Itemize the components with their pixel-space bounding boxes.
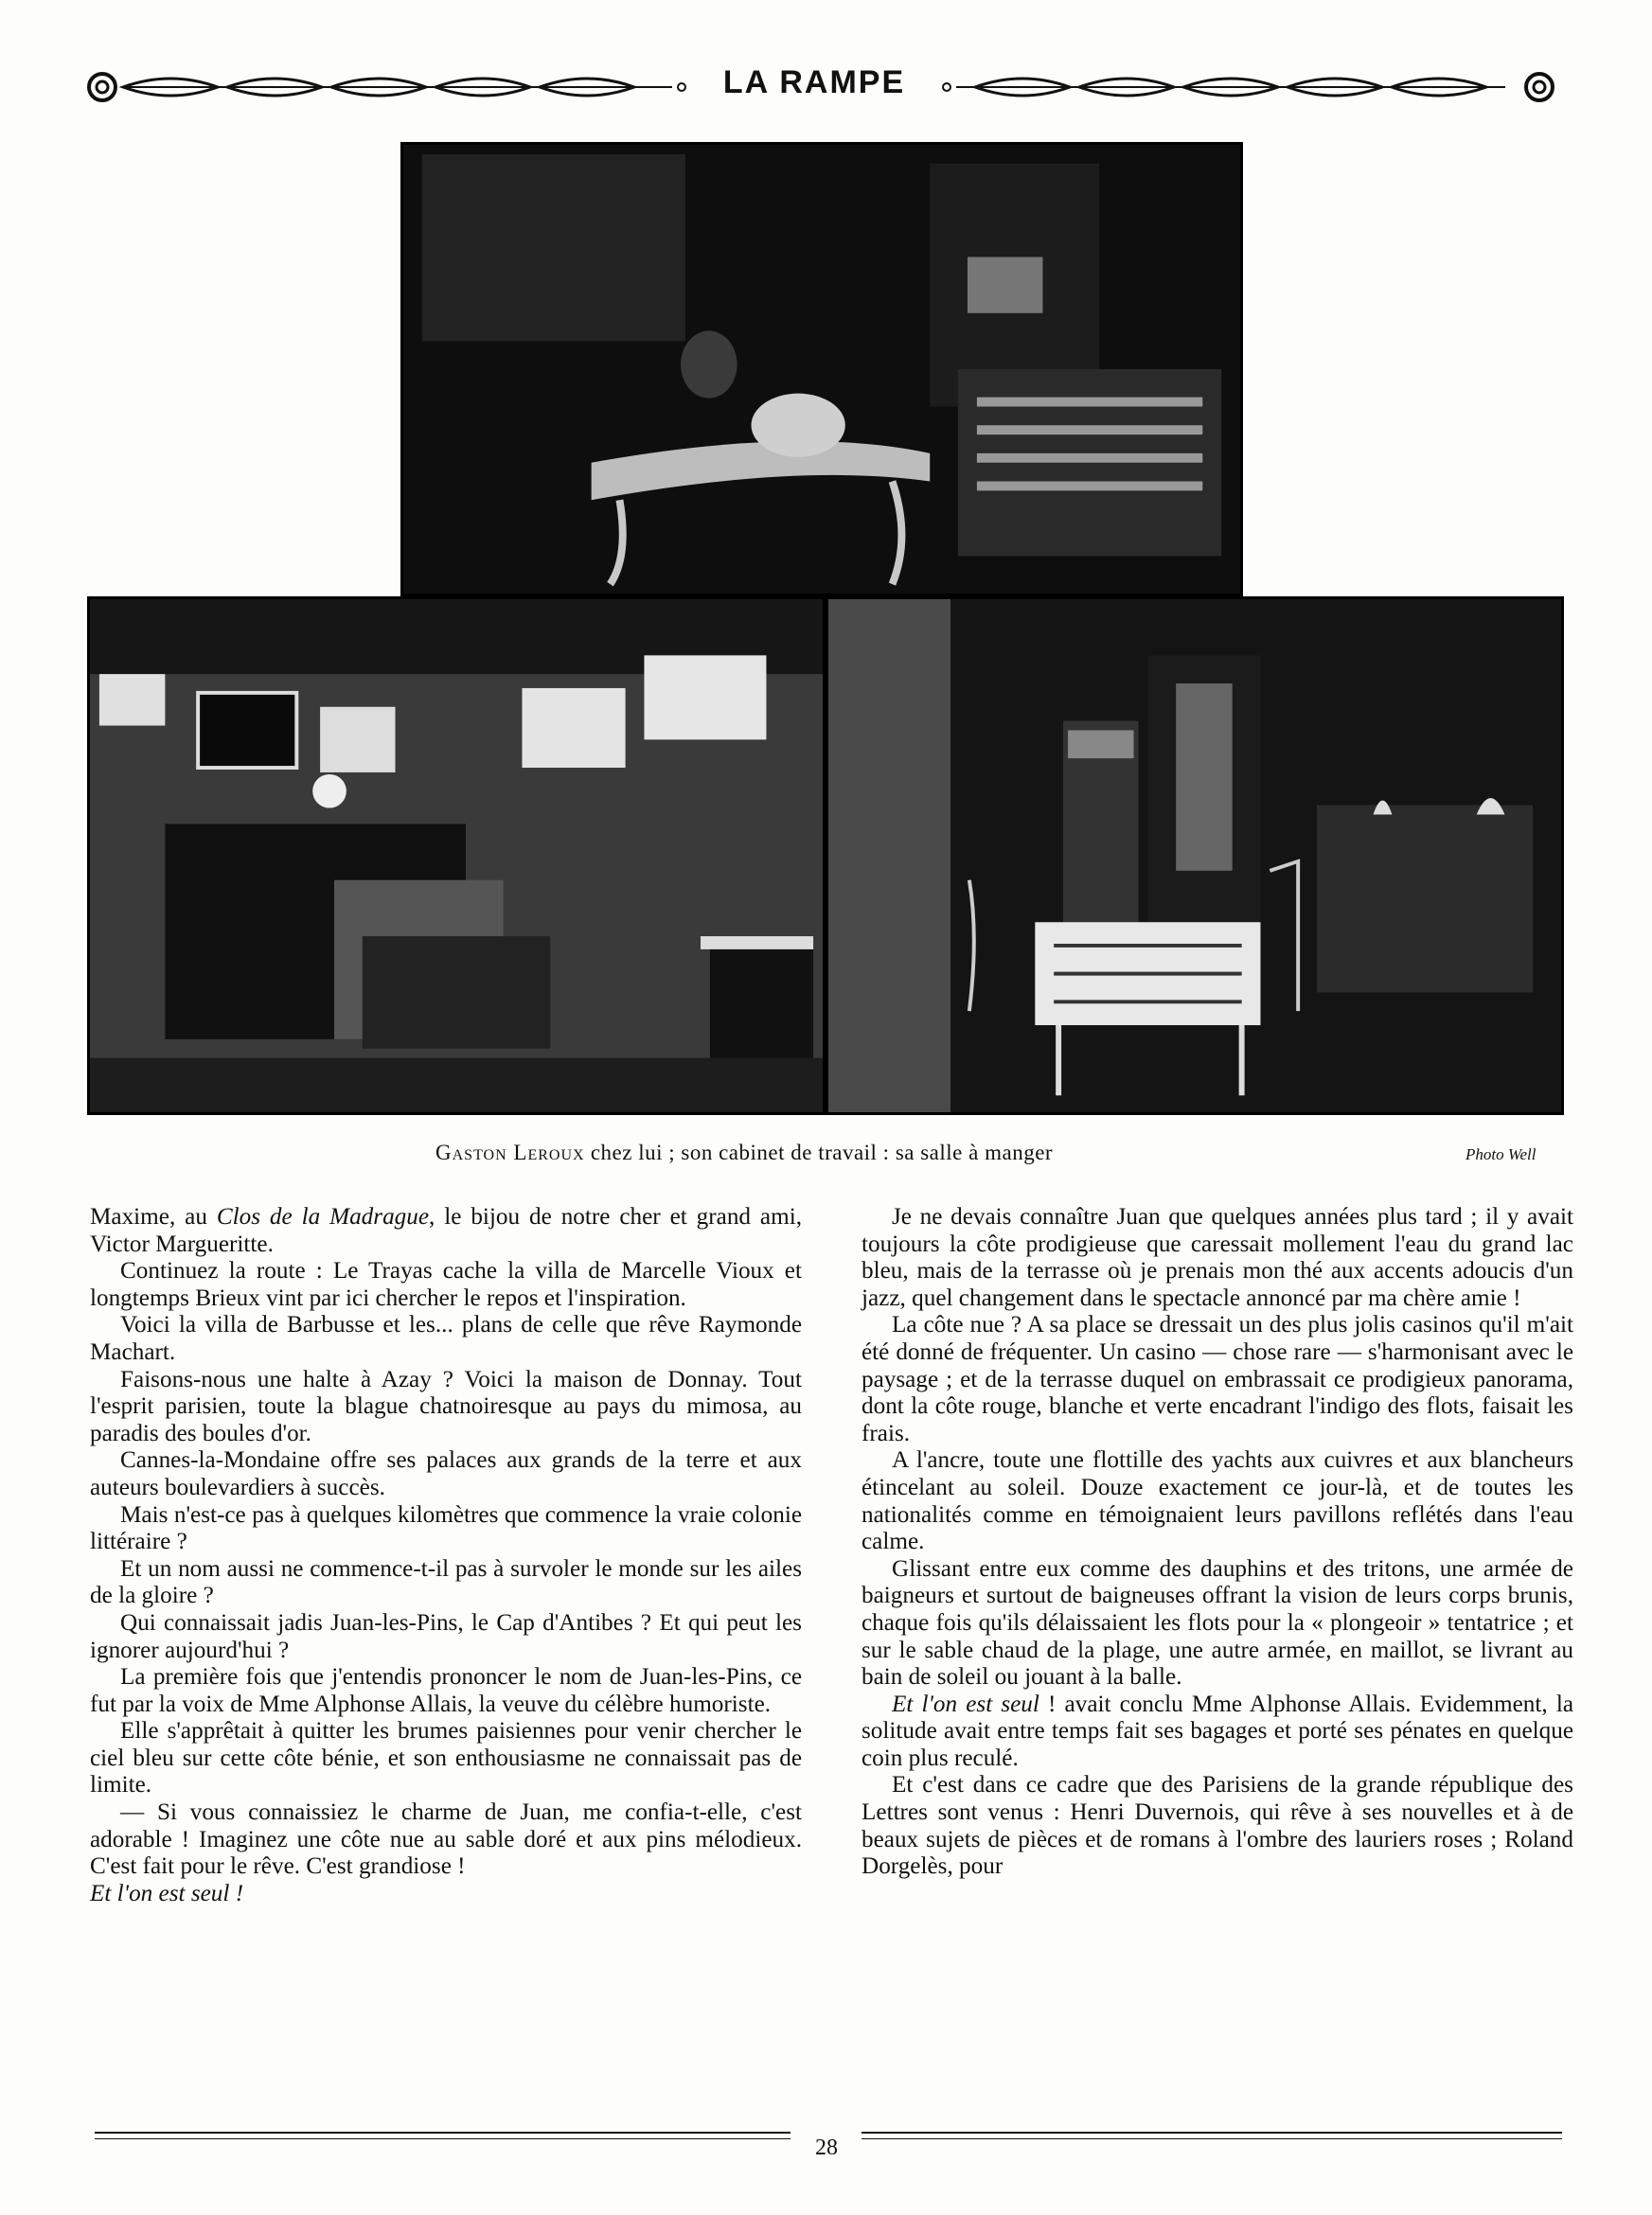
paragraph: La première fois que j'entendis prononcer le nom de Juan-les-Pins, ce fut par la voix de Mme Alphonse Allais, la veuve du célèbre humoriste. — [90, 1664, 802, 1717]
caption-text: chez lui ; son cabinet de travail : sa salle à manger — [590, 1141, 1054, 1164]
paragraph: Et un nom aussi ne commence-t-il pas à survoler le monde sur les ailes de la gloire ? — [90, 1555, 802, 1609]
office-photo — [400, 142, 1243, 596]
text-run: — Si vous connaissiez le charme de Juan, me confia-t-elle, c'est adorable ! Imaginez une côte nue au sable doré et aux pins mélodieux. C'est fait pour le rêve. C'est grandiose ! — [90, 1799, 802, 1880]
text-run: ! avait conclu Mme Alphonse Allais. Evidemment, la solitude avait entre temps fait ses bagages et porté ses pénates en quelque coin plus reculé. — [862, 1691, 1573, 1771]
footer-rule-right-thin — [862, 2138, 1562, 2139]
paragraph — [862, 1692, 1573, 1773]
paragraph: Qui connaissait jadis Juan-les-Pins, le Cap d'Antibes ? Et qui peut les ignorer aujourd'hui ? — [90, 1609, 802, 1663]
photo-credit: Photo Well — [1465, 1145, 1537, 1163]
dining-room-photo — [826, 596, 1564, 1115]
text-run: Maxime, au — [90, 1204, 217, 1230]
ornamental-border-right — [937, 66, 1562, 108]
ornamental-border-left — [85, 66, 691, 108]
italic-quote: Et l'on est seul ! — [90, 1880, 244, 1906]
text-column-right — [862, 1204, 1573, 1881]
italic-title: Clos de la Madrague — [216, 1204, 430, 1230]
paragraph: Et c'est dans ce cadre que des Parisiens de la grande république des Lettres sont venus : Henri Duvernois, qui rêve à ses nouvelles et à de beaux sujets de pièces et de romans à l'ombre des lauriers roses ; Roland Dorgelès, pour — [862, 1772, 1573, 1880]
study-photo — [87, 596, 826, 1115]
paragraph: Elle s'apprêtait à quitter les brumes paisiennes pour venir chercher le ciel bleu sur cette côte bénie, et son enthousiasme ne connaissait pas de limite. — [90, 1718, 802, 1799]
magazine-title: LA RAMPE — [722, 64, 906, 100]
paragraph: Faisons-nous une halte à Azay ? Voici la maison de Donnay. Tout l'esprit parisien, toute la blague chatnoiresque au pays du mimosa, au paradis des boules d'or. — [90, 1366, 802, 1446]
footer-rule-left-thin — [95, 2138, 790, 2139]
paragraph: Je ne devais connaître Juan que quelques années plus tard ; il y avait toujours la côte prodigieuse que caressait mollement l'eau du grand lac bleu, mais de la terrasse où je prenais mon thé aux accents adoucis d'un jazz, quel changement dans le spectacle annoncé par ma chère amie ! — [862, 1204, 1573, 1311]
paragraph — [90, 1204, 802, 1258]
paragraph: Continuez la route : Le Trayas cache la villa de Marcelle Vioux et longtemps Brieux vint par ici chercher le repos et l'inspiration. — [90, 1258, 802, 1311]
paragraph: La côte nue ? A sa place se dressait un des plus jolis casinos qu'il m'ait été donné de fréquenter. Un casino — chose rare — s'harmonisant avec le paysage ; et de la terrasse duquel on embrassait ce prodigieux panorama, dont la côte rouge, blanche et verte encadrant l'indigo des flots, faisait les frais. — [862, 1312, 1573, 1446]
paragraph: A l'ancre, toute une flottille des yachts aux cuivres et aux blancheurs étincelant au soleil. Douze exactement ce jour-là, et de toutes les nationalités comme en témoignaient leurs pavillons reflétés dans l'eau calme. — [862, 1447, 1573, 1555]
paragraph: Cannes-la-Mondaine offre ses palaces aux grands de la terre et aux auteurs boulevardiers à succès. — [90, 1447, 802, 1500]
paragraph: Glissant entre eux comme des dauphins et des tritons, une armée de baigneurs et surtout de baigneuses offrant la vision de leurs corps brunis, chaque fois qu'ils délaissaient les flots pour la « plongeoir » tentatrice ; et sur le sable chaud de la plage, une autre armée, en maillot, se livrant au bain de soleil ou jouant à la balle. — [862, 1555, 1573, 1691]
footer-rule-right — [862, 2132, 1562, 2134]
italic-quote: Et l'on est seul — [892, 1691, 1039, 1717]
text-run: , le bijou de notre cher et grand ami, Victor Margueritte. — [90, 1204, 802, 1257]
paragraph: Mais n'est-ce pas à quelques kilomètres que commence la vraie colonie littéraire ? — [90, 1501, 802, 1555]
text-column-left — [90, 1204, 802, 1907]
paragraph: Voici la villa de Barbusse et les... plans de celle que rêve Raymonde Machart. — [90, 1312, 802, 1365]
paragraph — [90, 1799, 802, 1907]
caption-name: Gaston Leroux — [435, 1141, 585, 1164]
footer-rule-left — [95, 2132, 790, 2134]
page-header — [85, 59, 1562, 115]
photo-caption — [435, 1141, 1053, 1165]
page-number: 28 — [815, 2135, 838, 2160]
